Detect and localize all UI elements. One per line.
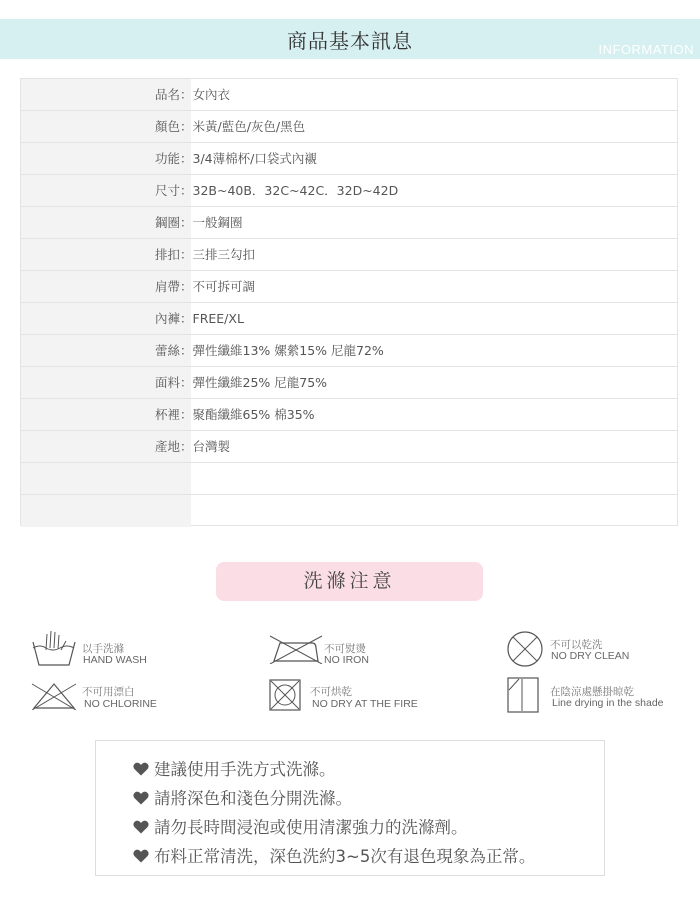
no-chlorine-icon xyxy=(30,680,78,710)
list-item xyxy=(132,785,352,809)
care-label-zh: 不可用漂白 xyxy=(82,686,135,698)
info-underwire: 鋼圈：一般鋼圈 xyxy=(155,215,243,230)
table-row xyxy=(21,271,677,303)
table-row xyxy=(21,207,677,239)
table-row xyxy=(21,463,677,495)
note-text: 請勿長時間浸泡或使用清潔強力的洗滌劑。 xyxy=(154,818,468,837)
heart-icon xyxy=(132,849,150,863)
heart-icon xyxy=(132,762,150,776)
care-label-en: NO DRY AT THE FIRE xyxy=(312,698,418,710)
hand-wash-icon xyxy=(30,628,76,668)
care-label-en: HAND WASH xyxy=(83,654,147,666)
list-item xyxy=(132,843,535,867)
page-title: 商品基本訊息 xyxy=(287,29,413,53)
care-label-zh: 不可以乾洗 xyxy=(550,639,603,651)
info-cup-lining: 杯裡：聚酯纖維65% 棉35% xyxy=(155,407,315,422)
line-dry-shade-icon xyxy=(506,676,540,714)
table-row xyxy=(21,175,677,207)
care-hand-wash xyxy=(30,628,210,668)
care-label-en: NO DRY CLEAN xyxy=(551,650,630,662)
care-line-dry-shade xyxy=(506,676,700,716)
wash-title: 洗滌注意 xyxy=(303,570,396,592)
care-no-tumble-dry xyxy=(268,678,458,714)
no-tumble-dry-icon xyxy=(268,678,302,712)
heart-icon xyxy=(132,791,150,805)
care-label-en: Line drying in the shade xyxy=(552,697,664,709)
table-row xyxy=(21,79,677,111)
care-notes-box xyxy=(95,740,605,876)
info-origin: 產地：台灣製 xyxy=(155,439,231,454)
info-function: 功能：3/4薄棉杯/口袋式內襯 xyxy=(155,151,317,166)
care-label-zh: 在陰涼處懸掛晾乾 xyxy=(550,686,634,698)
note-text: 建議使用手洗方式洗滌。 xyxy=(154,760,336,779)
table-row xyxy=(21,111,677,143)
table-row xyxy=(21,335,677,367)
table-row xyxy=(21,367,677,399)
no-iron-icon xyxy=(268,634,324,664)
info-size: 尺寸：32B~40B．32C~42C．32D~42D xyxy=(155,183,399,198)
product-info-table xyxy=(20,78,678,526)
care-label-zh: 不可烘乾 xyxy=(310,686,352,698)
info-color: 顏色：米黃/藍色/灰色/黑色 xyxy=(155,119,306,134)
table-row xyxy=(21,239,677,271)
info-fabric: 面料：彈性纖維25% 尼龍75% xyxy=(155,375,328,390)
care-no-dry-clean xyxy=(506,630,696,670)
care-label-zh: 不可熨燙 xyxy=(324,643,366,655)
table-row xyxy=(21,431,677,463)
note-text: 布料正常清洗，深色洗約3~5次有退色現象為正常。 xyxy=(154,847,536,866)
note-text: 請將深色和淺色分開洗滌。 xyxy=(154,789,352,808)
list-item xyxy=(132,814,468,838)
table-row xyxy=(21,495,677,527)
care-no-chlorine xyxy=(30,680,210,714)
no-dry-clean-icon xyxy=(506,630,544,668)
info-name: 品名：女內衣 xyxy=(155,87,231,102)
page-subtitle: INFORMATION xyxy=(598,42,694,57)
info-strap: 肩帶：不可拆可調 xyxy=(155,279,256,294)
table-row xyxy=(21,143,677,175)
heart-icon xyxy=(132,820,150,834)
care-label-zh: 以手洗滌 xyxy=(82,643,124,655)
table-row xyxy=(21,399,677,431)
info-hook: 排扣：三排三勾扣 xyxy=(155,247,256,262)
info-lace: 蕾絲：彈性纖維13% 嫘縈15% 尼龍72% xyxy=(155,343,384,358)
care-label-en: NO CHLORINE xyxy=(84,698,157,710)
info-panties: 內褲：FREE/XL xyxy=(155,311,244,326)
table-row xyxy=(21,303,677,335)
care-no-iron xyxy=(268,634,448,674)
care-label-en: NO IRON xyxy=(324,654,369,666)
list-item xyxy=(132,756,336,780)
